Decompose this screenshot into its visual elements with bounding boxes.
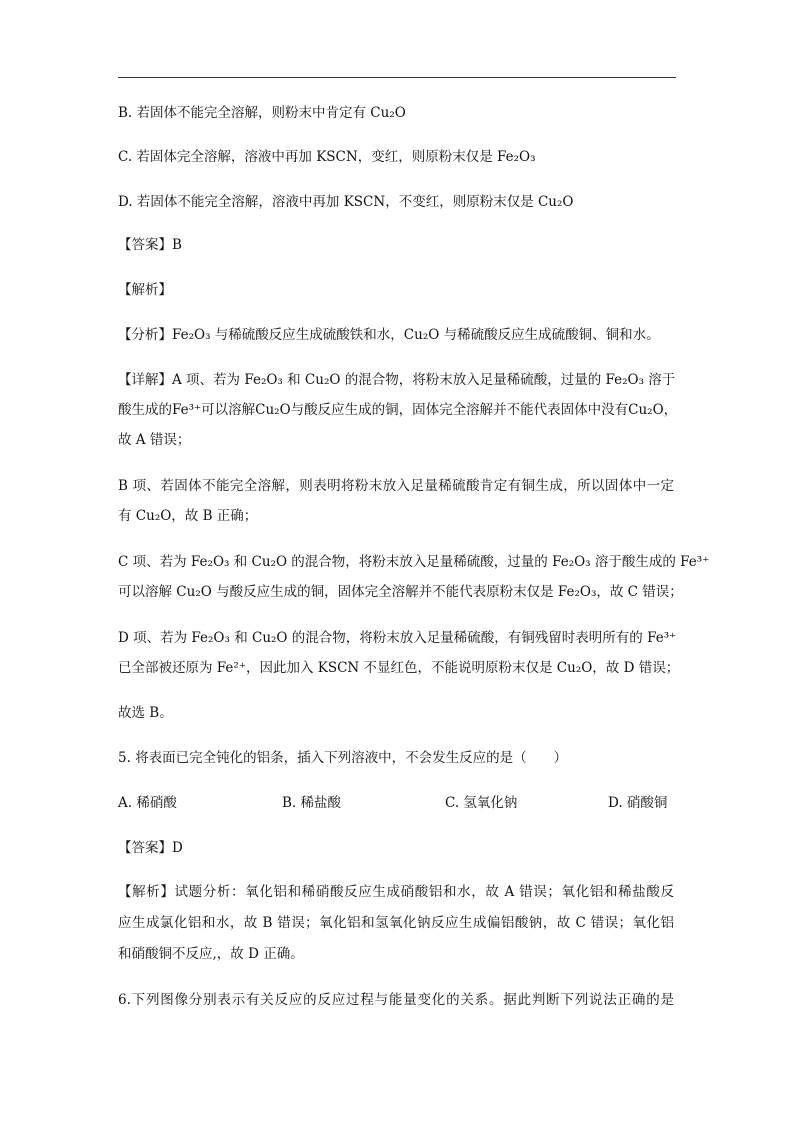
answer-label-5: 【答案】D xyxy=(118,840,183,856)
question-6: 6.下列图像分别表示有关反应的反应过程与能量变化的关系。据此判断下列说法正确的是 xyxy=(118,992,674,1008)
option-d: D. 若固体不能完全溶解，溶液中再加 KSCN，不变红，则原粉末仅是 Cu₂O xyxy=(118,194,574,210)
explanation-line-1: 【解析】试题分析：氧化铝和稀硝酸反应生成硝酸铝和水，故 A 错误；氧化铝和稀盐酸反 xyxy=(118,884,674,900)
detail-b-line-2: 有 Cu₂O，故 B 正确； xyxy=(118,508,258,524)
detail-line-2: 酸生成的Fe³⁺可以溶解Cu₂O与酸反应生成的铜，固体完全溶解并不能代表固体中没有Cu₂O， xyxy=(118,402,678,418)
detail-c-line-2: 可以溶解 Cu₂O 与酸反应生成的铜，固体完全溶解并不能代表原粉末仅是 Fe₂O₃，故 C 错误； xyxy=(118,584,683,600)
q5-option-c: C. 氢氧化钠 xyxy=(445,795,518,811)
analysis-summary: 【分析】Fe₂O₃ 与稀硫酸反应生成硫酸铁和水，Cu₂O 与稀硫酸反应生成硫酸铜、铜和水。 xyxy=(118,327,660,343)
analysis-heading: 【解析】 xyxy=(118,282,172,298)
option-b: B. 若固体不能完全溶解，则粉末中肯定有 Cu₂O xyxy=(118,105,406,121)
q5-option-a: A. 稀硝酸 xyxy=(118,795,177,811)
question-5: 5. 将表面已完全钝化的铝条，插入下列溶液中，不会发生反应的是（ ） xyxy=(118,750,568,766)
answer-label: 【答案】B xyxy=(118,237,182,253)
detail-line-1: 【详解】A 项、若为 Fe₂O₃ 和 Cu₂O 的混合物，将粉末放入足量稀硫酸，过量的 Fe₂O₃ 溶于 xyxy=(118,372,676,388)
header-rule xyxy=(118,77,676,78)
explanation-line-3: 和硝酸铜不反应,，故 D 正确。 xyxy=(118,946,304,962)
option-c: C. 若固体完全溶解，溶液中再加 KSCN，变红，则原粉末仅是 Fe₂O₃ xyxy=(118,149,536,165)
detail-line-3: 故 A 错误； xyxy=(118,432,191,448)
q5-option-d: D. 硝酸铜 xyxy=(608,795,668,811)
detail-b-line-1: B 项、若固体不能完全溶解，则表明将粉末放入足量稀硫酸肯定有铜生成，所以固体中一定 xyxy=(118,478,674,494)
detail-d-line-1: D 项、若为 Fe₂O₃ 和 Cu₂O 的混合物，将粉末放入足量稀硫酸，有铜残留时表明所有的 Fe³⁺ xyxy=(118,630,677,646)
detail-c-line-1: C 项、若为 Fe₂O₃ 和 Cu₂O 的混合物，将粉末放入足量稀硫酸，过量的 Fe₂O₃ 溶于酸生成的 Fe³⁺ xyxy=(118,554,710,570)
conclusion: 故选 B。 xyxy=(118,705,173,721)
explanation-line-2: 应生成氯化铝和水，故 B 错误；氧化铝和氢氧化钠反应生成偏铝酸钠，故 C 错误；氧化铝 xyxy=(118,915,674,931)
q5-option-b: B. 稀盐酸 xyxy=(282,795,342,811)
detail-d-line-2: 已全部被还原为 Fe²⁺，因此加入 KSCN 不显红色，不能说明原粉末仅是 Cu₂O，故 D 错误； xyxy=(118,660,680,676)
